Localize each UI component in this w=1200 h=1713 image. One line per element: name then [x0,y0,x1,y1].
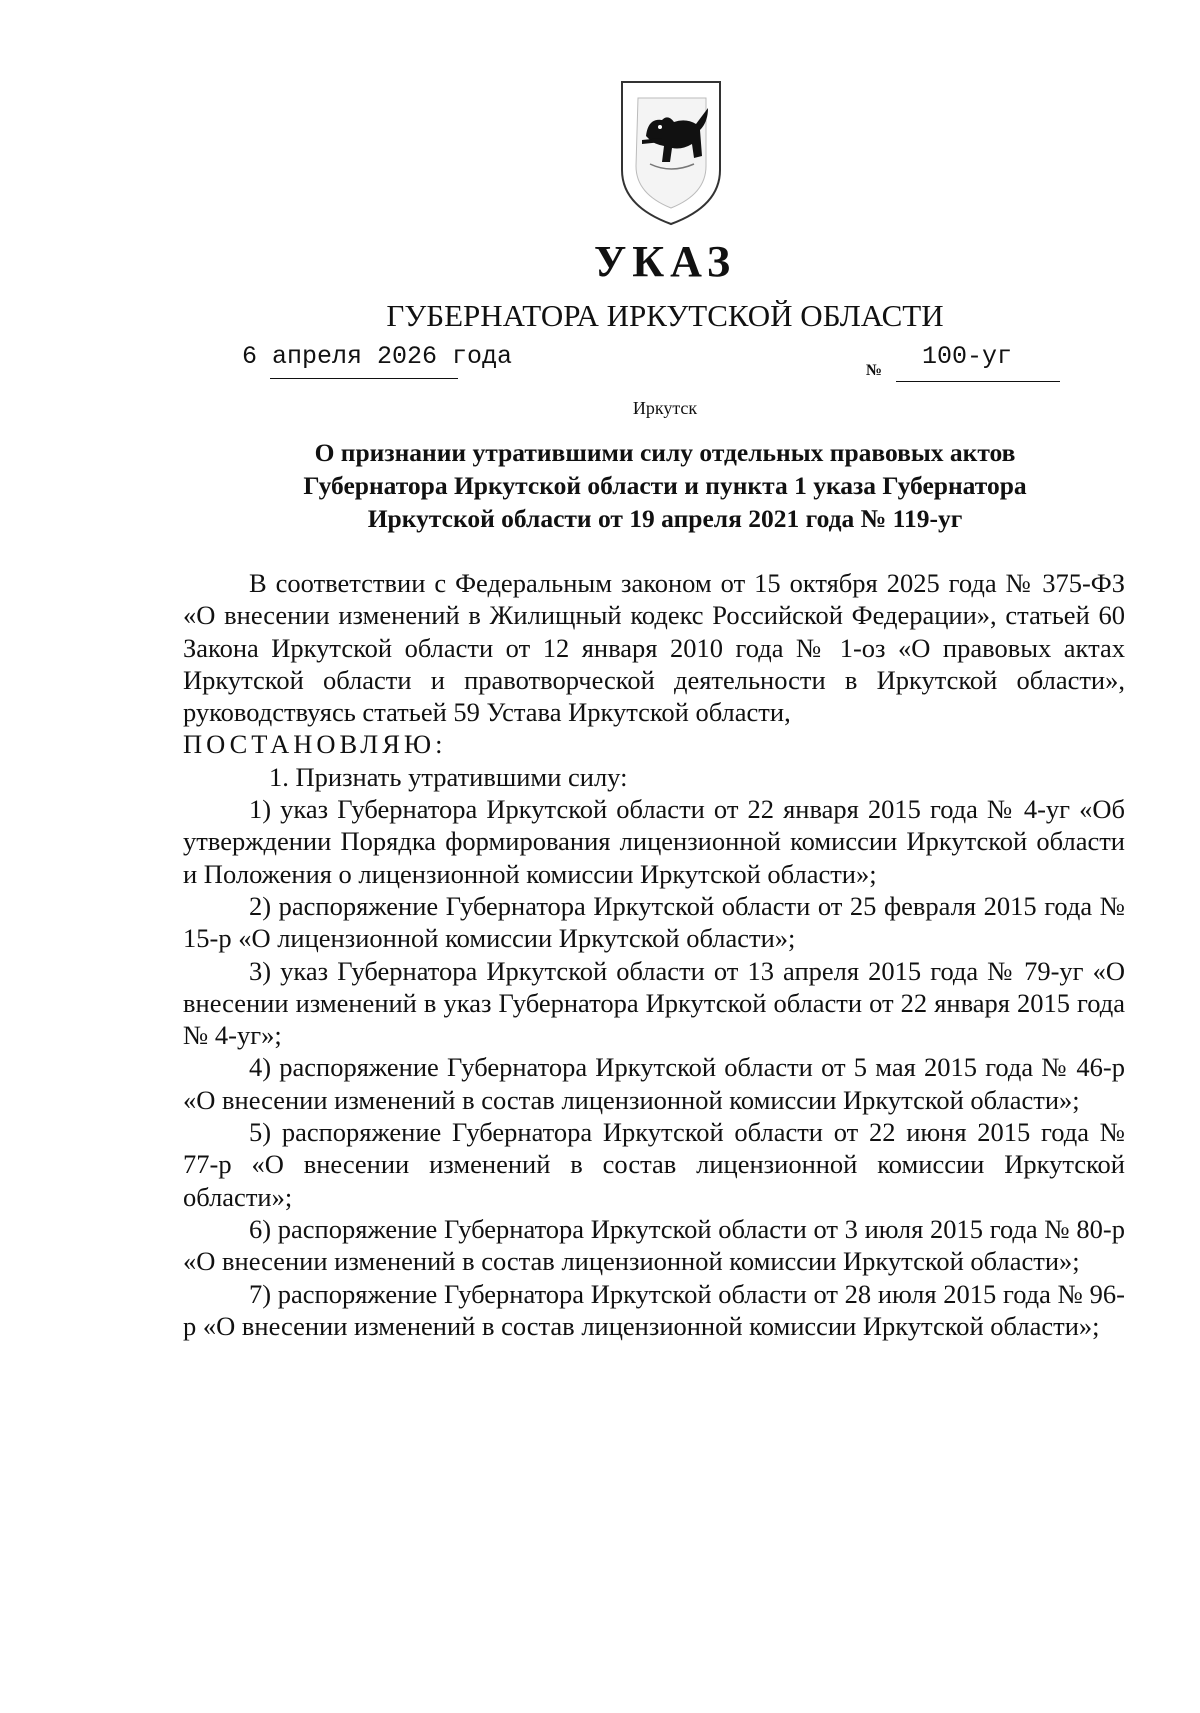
issuer-title: ГУБЕРНАТОРА ИРКУТСКОЙ ОБЛАСТИ [386,298,944,333]
list-item: 4) распоряжение Губернатора Иркутской области от 5 мая 2015 года № 46-р «О внесении изменений в состав лицензионной комиссии Иркутской области»; [183,1052,1125,1115]
heading-line: Губернатора Иркутской области и пункта 1 указа Губернатора [303,471,1027,500]
coat-of-arms-icon [616,78,726,228]
list-item: 5) распоряжение Губернатора Иркутской области от 22 июня 2015 года № 77-р «О внесении изменений в состав лицензионной комиссии Иркутской области»; [183,1117,1125,1212]
date-underline [270,378,458,379]
document-body [183,567,1125,1342]
document-title: УКАЗ [593,237,737,286]
preamble-paragraph: В соответствии с Федеральным законом от 15 октября 2025 года № 375-ФЗ «О внесении изменений в Жилищный кодекс Российской Федерации», статьей 60 Закона Иркутской области от 12 января 2010 года № 1-оз «О правовых актах Иркутской области и правотворческой деятельности в Иркутской области», руководствуясь статьей 59 Устава Иркутской области, [183,568,1125,728]
list-item: 3) указ Губернатора Иркутской области от 13 апреля 2015 года № 79-уг «О внесении изменений в указ Губернатора Иркутской области от 22 января 2015 года № 4-уг»; [183,955,1125,1051]
list-item: 7) распоряжение Губернатора Иркутской области от 28 июля 2015 года № 96-р «О внесении изменений в состав лицензионной комиссии Иркутской области»; [183,1278,1125,1341]
document-heading [240,436,1090,535]
list-item: 2) распоряжение Губернатора Иркутской области от 25 февраля 2015 года № 15-р «О лицензионной комиссии Иркутской области»; [183,890,1125,954]
point-1: 1. Признать утратившими силу: [269,761,628,792]
document-date: 6 апреля 2026 года [242,342,513,371]
document-number: 100-уг [922,342,1013,371]
number-sign: № [866,362,883,379]
list-item: 6) распоряжение Губернатора Иркутской области от 3 июля 2015 года № 80-р «О внесении изменений в состав лицензионной комиссии Иркутской области»; [183,1213,1125,1277]
heading-line: Иркутской области от 19 апреля 2021 года № 119-уг [367,504,963,533]
number-underline [896,381,1060,382]
decree-word: ПОСТАНОВЛЯЮ: [183,729,447,760]
city-label: Иркутск [632,398,698,418]
heading-line: О признании утратившими силу отдельных правовых актов [314,438,1016,467]
list-item: 1) указ Губернатора Иркутской области от 22 января 2015 года № 4-уг «Об утверждении Порядка формирования лицензионной комиссии Иркутской области и Положения о лицензионной комиссии Иркутской области»; [183,794,1125,889]
